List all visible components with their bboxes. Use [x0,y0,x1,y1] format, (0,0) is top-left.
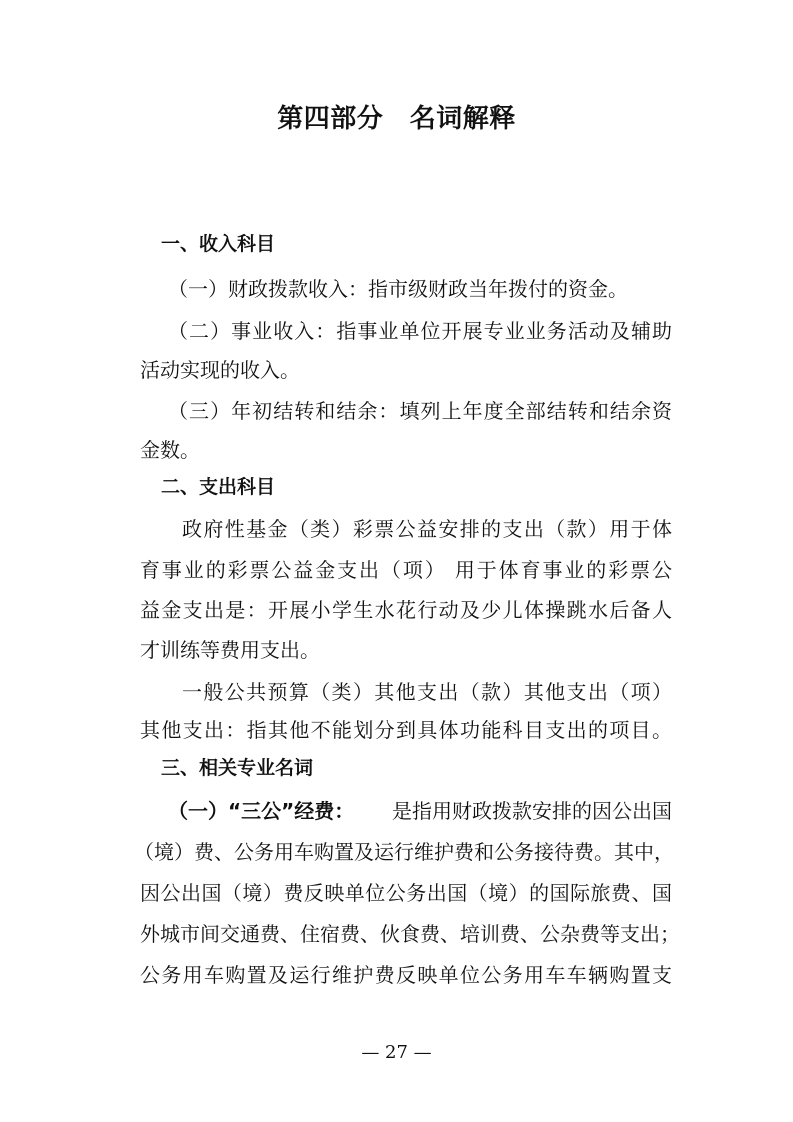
section-heading-expenditure: 二、支出科目 [161,476,276,498]
paragraph-line: 政府性基金（类）彩票公益安排的支出（款）用于体 [182,517,672,541]
page-number: — 27 — [361,1042,432,1063]
paragraph-line: 益金支出是：开展小学生水花行动及少儿体操跳水后备人 [140,598,672,622]
section-heading-terms: 三、相关专业名词 [161,757,314,779]
paragraph-line: 才训练等费用支出。 [140,638,320,662]
paragraph-line: （三）年初结转和结余：填列上年度全部结转和结余资 [168,399,672,423]
paragraph-line: （二）事业收入：指事业单位开展专业业务活动及辅助 [168,319,672,343]
paragraph-line: 一般公共预算（类）其他支出（款）其他支出（项） [182,680,672,704]
section-heading-income: 一、收入科目 [161,233,276,255]
page-title: 第四部分 名词解释 [277,104,516,134]
paragraph-line: 金数。 [140,438,200,462]
paragraph-line: （境）费、公务用车购置及运行维护费和公务接待费。其中， [134,840,674,864]
paragraph-line: 因公出国（境）费反映单位公务出国（境）的国际旅费、国 [140,881,672,905]
paragraph-line: 外城市间交通费、住宿费、伙食费、培训费、公杂费等支出； [140,922,680,946]
paragraph-line [168,798,672,824]
paragraph-line: 活动实现的收入。 [140,358,300,382]
paragraph-line: 公务用车购置及运行维护费反映单位公务用车车辆购置支 [140,963,672,987]
term-definition: 是指用财政拨款安排的因公出国 [392,799,672,823]
paragraph-line: 育事业的彩票公益金支出（项） 用于体育事业的彩票公 [140,558,672,582]
term-label: （一）“三公”经费： [168,799,355,823]
paragraph-line: （一）财政拨款收入：指市级财政当年拨付的资金。 [168,277,628,301]
paragraph-line: 其他支出：指其他不能划分到具体功能科目支出的项目。 [140,718,672,742]
